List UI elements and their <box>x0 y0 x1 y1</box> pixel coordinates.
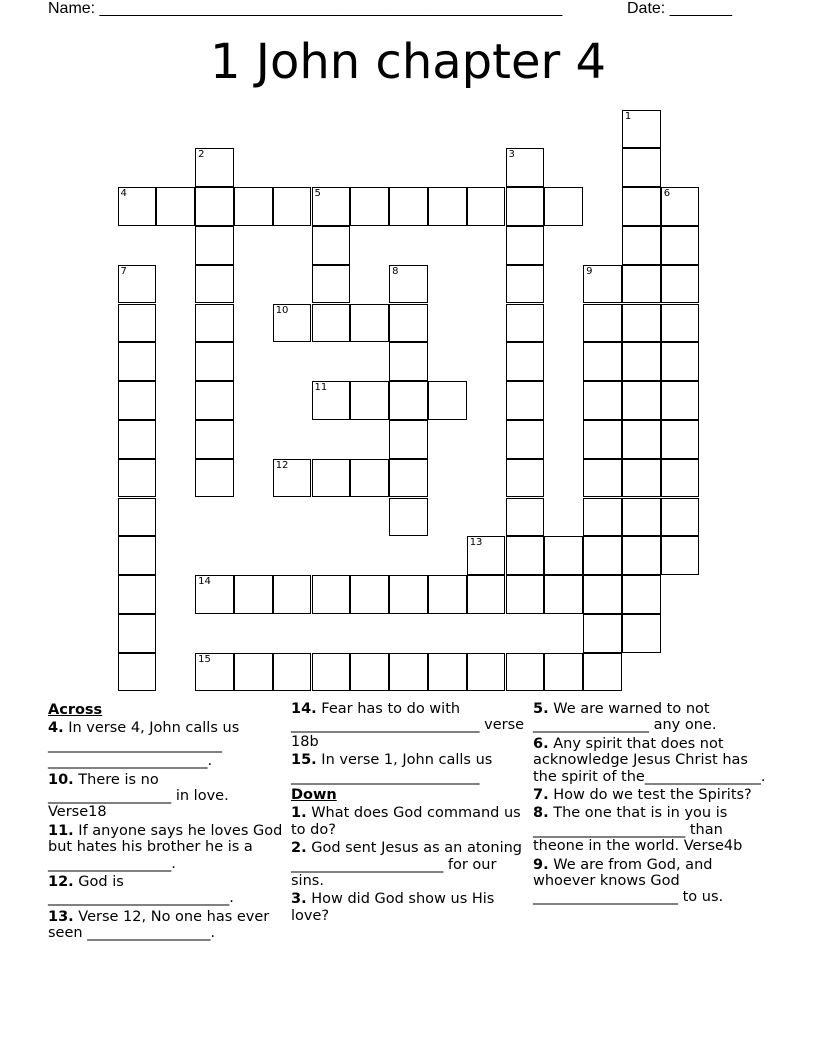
cell-number: 6 <box>663 188 671 200</box>
grid-cell[interactable] <box>583 575 622 614</box>
grid-cell[interactable] <box>506 420 545 459</box>
grid-cell[interactable] <box>622 187 661 226</box>
clue-item <box>48 772 284 821</box>
clue-item <box>48 874 284 907</box>
grid-cell[interactable] <box>622 575 661 614</box>
grid-cell[interactable] <box>273 653 312 692</box>
grid-cell[interactable] <box>118 304 157 343</box>
clue-text: In verse 4, John calls us ________________________ ______________________. <box>48 720 240 770</box>
grid-cell[interactable] <box>118 575 157 614</box>
grid-cell[interactable] <box>622 226 661 265</box>
grid-cell[interactable] <box>506 148 545 187</box>
grid-cell[interactable] <box>312 653 351 692</box>
clue-item <box>291 701 527 750</box>
grid-cell[interactable] <box>622 342 661 381</box>
grid-cell[interactable] <box>467 187 506 226</box>
grid-cell[interactable] <box>506 381 545 420</box>
clue-number: 6. <box>533 735 549 752</box>
grid-cell[interactable] <box>661 459 700 498</box>
grid-cell[interactable] <box>312 265 351 304</box>
clue-text: How do we test the Spirits? <box>548 787 752 804</box>
grid-cell[interactable] <box>312 381 351 420</box>
cell-number: 1 <box>624 110 632 122</box>
grid-cell[interactable] <box>350 575 389 614</box>
grid-cell[interactable] <box>350 459 389 498</box>
grid-cell[interactable] <box>118 265 157 304</box>
grid-cell[interactable] <box>195 226 234 265</box>
grid-cell[interactable] <box>195 304 234 343</box>
grid-cell[interactable] <box>622 614 661 653</box>
grid-cell[interactable] <box>506 653 545 692</box>
grid-cell[interactable] <box>661 226 700 265</box>
grid-cell[interactable] <box>156 187 195 226</box>
grid-cell[interactable] <box>506 459 545 498</box>
grid-cell[interactable] <box>118 420 157 459</box>
clue-number: 14. <box>291 701 317 717</box>
grid-cell[interactable] <box>118 187 157 226</box>
grid-cell[interactable] <box>428 187 467 226</box>
clue-item <box>291 805 527 838</box>
grid-cell[interactable] <box>118 653 157 692</box>
grid-cell[interactable] <box>661 381 700 420</box>
clue-item <box>533 701 769 734</box>
grid-cell[interactable] <box>622 110 661 149</box>
clue-number: 5. <box>533 701 549 717</box>
grid-cell[interactable] <box>273 187 312 226</box>
grid-cell[interactable] <box>467 575 506 614</box>
grid-cell[interactable] <box>467 653 506 692</box>
grid-cell[interactable] <box>195 342 234 381</box>
clue-number: 10. <box>48 771 74 788</box>
grid-cell[interactable] <box>312 226 351 265</box>
grid-cell[interactable] <box>234 575 273 614</box>
grid-cell[interactable] <box>195 148 234 187</box>
grid-cell[interactable] <box>622 148 661 187</box>
grid-cell[interactable] <box>389 575 428 614</box>
grid-cell[interactable] <box>544 536 583 575</box>
grid-cell[interactable] <box>583 459 622 498</box>
grid-cell[interactable] <box>506 304 545 343</box>
grid-cell[interactable] <box>195 575 234 614</box>
cell-number: 13 <box>469 537 483 549</box>
clue-number: 9. <box>533 856 549 873</box>
clue-text: God is _________________________. <box>48 874 234 907</box>
grid-cell[interactable] <box>544 575 583 614</box>
clue-column-3 <box>533 701 769 908</box>
clue-number: 8. <box>533 805 549 822</box>
grid-cell[interactable] <box>389 187 428 226</box>
grid-cell[interactable] <box>118 498 157 537</box>
grid-cell[interactable] <box>350 653 389 692</box>
clue-column-2 <box>291 701 527 926</box>
cell-number: 11 <box>314 382 328 394</box>
clue-item <box>533 805 769 854</box>
grid-cell[interactable] <box>661 536 700 575</box>
clue-number: 2. <box>291 840 307 857</box>
grid-cell[interactable] <box>195 459 234 498</box>
grid-cell[interactable] <box>118 381 157 420</box>
cell-number: 12 <box>275 459 289 471</box>
clue-item <box>48 909 284 942</box>
grid-cell[interactable] <box>195 653 234 692</box>
date-field-line: Date: _______ <box>627 0 732 17</box>
clue-number: 4. <box>48 720 64 737</box>
grid-cell[interactable] <box>234 653 273 692</box>
cell-number: 10 <box>275 304 289 316</box>
clue-text: How did God show us His love? <box>291 891 495 924</box>
clue-text: The one that is in you is _____________________ than theone in the world. Verse4b <box>533 805 743 855</box>
grid-cell[interactable] <box>428 575 467 614</box>
clue-item <box>291 840 527 889</box>
clue-item <box>291 891 527 924</box>
grid-cell[interactable] <box>583 381 622 420</box>
grid-cell[interactable] <box>234 187 273 226</box>
grid-cell[interactable] <box>583 498 622 537</box>
grid-cell[interactable] <box>583 536 622 575</box>
grid-cell[interactable] <box>622 459 661 498</box>
grid-cell[interactable] <box>312 187 351 226</box>
clue-text: We are from God, and whoever knows God ____________________ to us. <box>533 856 724 906</box>
grid-cell[interactable] <box>389 265 428 304</box>
grid-cell[interactable] <box>312 304 351 343</box>
grid-cell[interactable] <box>273 575 312 614</box>
cell-number: 4 <box>120 188 127 200</box>
grid-cell[interactable] <box>661 420 700 459</box>
clue-text: In verse 1, John calls us __________________________ <box>291 752 493 785</box>
grid-cell[interactable] <box>312 575 351 614</box>
grid-cell[interactable] <box>389 459 428 498</box>
grid-cell[interactable] <box>506 226 545 265</box>
clue-number: 12. <box>48 874 74 891</box>
grid-cell[interactable] <box>622 536 661 575</box>
clue-text: We are warned to not ________________ any one. <box>533 701 717 734</box>
grid-cell[interactable] <box>622 304 661 343</box>
grid-cell[interactable] <box>506 498 545 537</box>
clue-text: If anyone says he loves God but hates his brother he is a _________________. <box>48 822 283 872</box>
across-heading: Across <box>48 702 103 718</box>
grid-cell[interactable] <box>312 459 351 498</box>
grid-cell[interactable] <box>506 575 545 614</box>
grid-cell[interactable] <box>583 265 622 304</box>
cell-number: 14 <box>198 576 211 588</box>
grid-cell[interactable] <box>195 381 234 420</box>
grid-cell[interactable] <box>195 187 234 226</box>
grid-cell[interactable] <box>118 536 157 575</box>
grid-cell[interactable] <box>350 304 389 343</box>
grid-cell[interactable] <box>389 498 428 537</box>
clue-text: Any spirit that does not acknowledge Jesus Christ has the spirit of the________________. <box>533 735 766 785</box>
grid-cell[interactable] <box>389 304 428 343</box>
grid-cell[interactable] <box>506 187 545 226</box>
grid-cell[interactable] <box>195 265 234 304</box>
clue-text: Fear has to do with __________________________ verse 18b <box>291 701 525 750</box>
grid-cell[interactable] <box>428 653 467 692</box>
clue-item <box>48 823 284 872</box>
grid-cell[interactable] <box>506 265 545 304</box>
clue-number: 7. <box>533 787 549 804</box>
clue-text: God sent Jesus as an atoning _____________________ for our sins. <box>291 840 522 890</box>
grid-cell[interactable] <box>622 498 661 537</box>
grid-cell[interactable] <box>273 459 312 498</box>
clue-text: Verse 12, No one has ever seen _________________. <box>48 908 270 942</box>
clue-number: 3. <box>291 891 307 908</box>
cell-number: 2 <box>198 149 205 161</box>
clue-number: 11. <box>48 822 74 839</box>
grid-cell[interactable] <box>506 536 545 575</box>
grid-cell[interactable] <box>661 498 700 537</box>
grid-cell[interactable] <box>389 653 428 692</box>
grid-cell[interactable] <box>544 187 583 226</box>
clue-item <box>533 787 769 803</box>
grid-cell[interactable] <box>583 420 622 459</box>
grid-cell[interactable] <box>583 614 622 653</box>
cell-number: 8 <box>392 265 399 277</box>
grid-cell[interactable] <box>661 342 700 381</box>
grid-cell[interactable] <box>544 653 583 692</box>
grid-cell[interactable] <box>118 342 157 381</box>
cell-number: 9 <box>586 265 593 277</box>
grid-cell[interactable] <box>661 304 700 343</box>
grid-cell[interactable] <box>467 536 506 575</box>
clue-item <box>533 857 769 906</box>
page-title: 1 John chapter 4 <box>210 34 606 90</box>
down-heading: Down <box>291 787 337 804</box>
grid-cell[interactable] <box>661 265 700 304</box>
grid-cell[interactable] <box>350 187 389 226</box>
grid-cell[interactable] <box>583 342 622 381</box>
grid-cell[interactable] <box>622 420 661 459</box>
grid-cell[interactable] <box>661 187 700 226</box>
grid-cell[interactable] <box>389 381 428 420</box>
clue-text: What does God command us to do? <box>291 805 521 838</box>
cell-number: 5 <box>314 188 321 200</box>
grid-cell[interactable] <box>389 420 428 459</box>
grid-cell[interactable] <box>428 381 467 420</box>
grid-cell[interactable] <box>389 342 428 381</box>
clue-number: 15. <box>291 752 317 769</box>
clue-column-1 <box>48 701 284 944</box>
clue-item <box>291 752 527 785</box>
grid-cell[interactable] <box>350 381 389 420</box>
grid-cell[interactable] <box>622 381 661 420</box>
clue-item <box>533 736 769 785</box>
grid-cell[interactable] <box>583 653 622 692</box>
clue-item <box>48 720 284 769</box>
clue-number: 13. <box>48 908 74 925</box>
grid-cell[interactable] <box>506 342 545 381</box>
grid-cell[interactable] <box>195 420 234 459</box>
grid-cell[interactable] <box>622 265 661 304</box>
cell-number: 7 <box>120 265 127 277</box>
cell-number: 15 <box>198 653 211 665</box>
grid-cell[interactable] <box>118 459 157 498</box>
grid-cell[interactable] <box>118 614 157 653</box>
grid-cell[interactable] <box>583 304 622 343</box>
clue-text: There is no _________________ in love. Verse18 <box>48 771 229 821</box>
grid-cell[interactable] <box>273 304 312 343</box>
name-field-line: Name: ____________________________________________________ <box>48 0 563 17</box>
clue-number: 1. <box>291 805 307 822</box>
cell-number: 3 <box>508 149 515 161</box>
